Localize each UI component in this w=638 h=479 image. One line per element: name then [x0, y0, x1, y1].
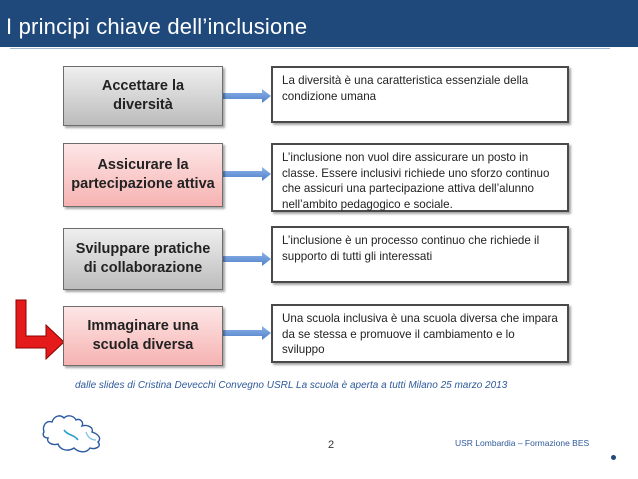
- principle-label-line: Assicurare la: [97, 157, 189, 173]
- right-arrow-icon: [222, 89, 271, 103]
- description-box-4: Una scuola inclusiva è una scuola diversa che impara da se stessa e promuove il cambiamento e lo sviluppo: [271, 304, 569, 363]
- principle-label-line: partecipazione attiva: [71, 176, 215, 192]
- footer-dot: [611, 455, 616, 460]
- principle-box-2: [63, 143, 223, 207]
- principle-box-3: [63, 228, 223, 290]
- right-arrow-icon: [222, 252, 271, 266]
- footer-organization: USR Lombardia – Formazione BES: [455, 438, 590, 448]
- principle-label-line: Accettare la: [101, 78, 185, 94]
- principle-label-line: diversità: [113, 97, 173, 113]
- source-caption: dalle slides di Cristina Devecchi Convegno USRL La scuola è aperta a tutti Milano 25 marzo 2013: [75, 380, 508, 391]
- description-box-1: La diversità è una caratteristica essenziale della condizione umana: [271, 66, 569, 123]
- right-arrow-icon: [222, 326, 271, 340]
- right-arrow-icon: [222, 167, 271, 181]
- description-box-2: L’inclusione non vuol dire assicurare un posto in classe. Essere inclusivi richiede uno sforzo continuo che assicuri una partecipazione attiva dell’alunno nell’ambito pedagogico e sociale.: [271, 143, 569, 212]
- lombardia-map-icon: [38, 410, 110, 458]
- red-corner-arrow-icon: [16, 300, 64, 359]
- principle-box-4: [63, 306, 223, 366]
- principle-label-line: Sviluppare pratiche: [75, 241, 211, 257]
- page-number: 2: [328, 439, 335, 451]
- principle-label-line: di collaborazione: [83, 260, 203, 276]
- description-box-3: L’inclusione è un processo continuo che richiede il supporto di tutti gli interessati: [271, 226, 569, 283]
- principle-label-line: Immaginare una: [87, 318, 199, 334]
- page-title: I principi chiave dell’inclusione: [6, 14, 308, 39]
- principle-label-line: scuola diversa: [92, 337, 194, 353]
- principle-box-1: [63, 66, 223, 126]
